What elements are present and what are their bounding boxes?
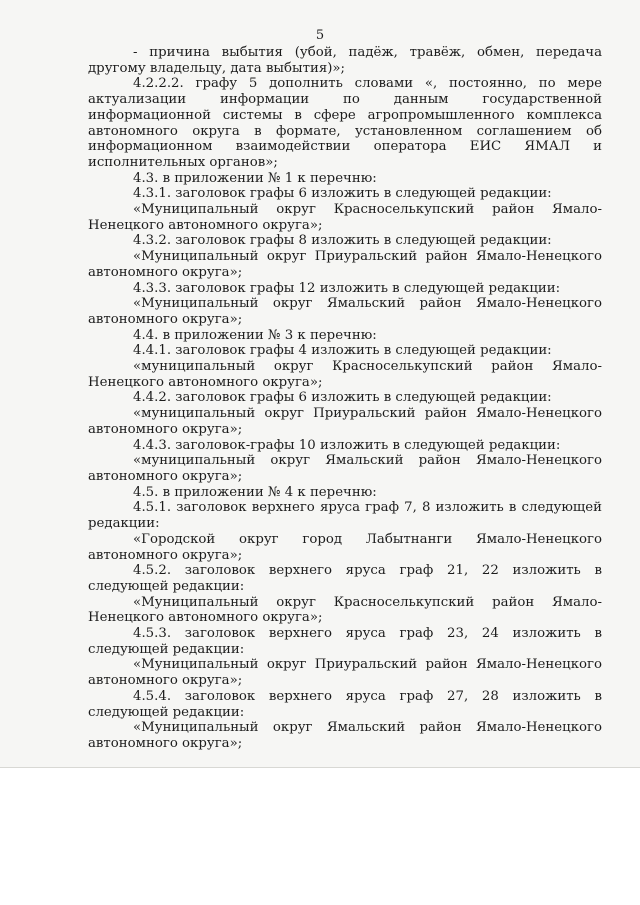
page-number: 5 [315, 28, 325, 43]
quoted-paragraph: «Городской округ город Лабытнанги Ямало-Ненецкого автономного округа»; [88, 531, 602, 563]
quoted-paragraph: «Муниципальный округ Приуральский район Ямало-Ненецкого автономного округа»; [88, 249, 602, 280]
quoted-paragraph: «Муниципальный округ Ямальский район Ямало-Ненецкого автономного округа»; [88, 720, 602, 751]
quoted-paragraph: «муниципальный округ Ямальский район Ямало-Ненецкого автономного округа»; [88, 453, 602, 484]
quoted-paragraph: «Муниципальный округ Красноселькупский район Ямало-Ненецкого автономного округа»; [88, 202, 602, 233]
paragraph: 4.5. в приложении № 4 к перечню: [133, 484, 377, 500]
quoted-paragraph: «муниципальный округ Красноселькупский район Ямало-Ненецкого автономного округа»; [88, 359, 602, 390]
document-body [88, 45, 602, 752]
paragraph: 4.3.3. заголовок графы 12 изложить в следующей редакции: [133, 280, 561, 296]
paragraph: 4.3.2. заголовок графы 8 изложить в следующей редакции: [133, 233, 552, 249]
paragraph: 4.5.2. заголовок верхнего яруса граф 21, 22 изложить в следующей редакции: [88, 563, 602, 594]
paragraph: 4.5.4. заголовок верхнего яруса граф 27, 28 изложить в следующей редакции: [88, 688, 602, 720]
paragraph: 4.4.3. заголовок-графы 10 изложить в следующей редакции: [133, 437, 561, 453]
paragraph: 4.3.1. заголовок графы 6 изложить в следующей редакции: [133, 186, 552, 202]
paragraph: 4.2.2.2. графу 5 дополнить словами «, постоянно, по мере актуализации информации по данным государственной информационной системы в сфере агропромышленного комплекса автономного округа в формате, установленном соглашением об информационном взаимодействии оператора ЕИС ЯМАЛ и исполнительных органов»; [88, 76, 602, 170]
quoted-paragraph: «Муниципальный округ Ямальский район Ямало-Ненецкого автономного округа»; [88, 296, 602, 327]
paragraph: 4.3. в приложении № 1 к перечню: [133, 170, 377, 186]
quoted-paragraph: «Муниципальный округ Красноселькупский район Ямало-Ненецкого автономного округа»; [88, 594, 602, 626]
quoted-paragraph: «муниципальный округ Приуральский район Ямало-Ненецкого автономного округа»; [88, 406, 602, 437]
paragraph: 4.5.3. заголовок верхнего яруса граф 23, 24 изложить в следующей редакции: [88, 626, 602, 657]
paragraph: - причина выбытия (убой, падёж, травёж, обмен, передача другому владельцу, дата выбытия)»; [88, 45, 602, 76]
quoted-paragraph: «Муниципальный округ Приуральский район Ямало-Ненецкого автономного округа»; [88, 657, 602, 689]
paragraph: 4.5.1. заголовок верхнего яруса граф 7, 8 изложить в следующей редакции: [88, 500, 602, 532]
paragraph: 4.4. в приложении № 3 к перечню: [133, 327, 377, 343]
paragraph: 4.4.2. заголовок графы 6 изложить в следующей редакции: [133, 390, 552, 406]
paragraph: 4.4.1. заголовок графы 4 изложить в следующей редакции: [133, 343, 552, 359]
